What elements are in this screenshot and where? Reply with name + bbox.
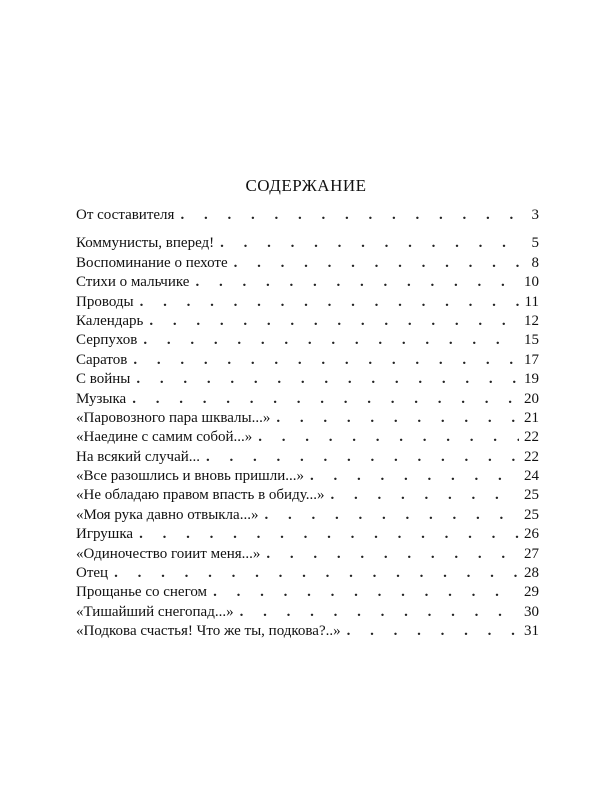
dot-leader [276, 409, 519, 428]
toc-entry [76, 545, 539, 564]
page-title: СОДЕРЖАНИЕ [245, 176, 367, 195]
toc-entry [76, 351, 539, 370]
toc-entry [76, 331, 539, 350]
toc-entry-page: 17 [524, 351, 539, 368]
dot-leader [310, 467, 519, 486]
toc-entry-title: С войны [76, 371, 131, 388]
dot-leader [133, 351, 519, 370]
toc-entry-title: «Одиночество гоиит меня...» [76, 545, 261, 562]
toc-entry-page: 15 [524, 332, 539, 349]
table-of-contents [76, 206, 539, 642]
dot-leader [136, 370, 519, 389]
dot-leader [240, 603, 519, 622]
dot-leader [264, 506, 519, 525]
dot-leader [180, 206, 519, 225]
toc-entry [76, 312, 539, 331]
dot-leader [195, 273, 519, 292]
toc-entry-page: 22 [524, 448, 539, 465]
dot-leader [234, 254, 519, 273]
toc-entry-page: 29 [524, 584, 539, 601]
toc-entry-title: «Подкова счастья! Что же ты, подкова?..» [76, 623, 341, 640]
toc-entry [76, 409, 539, 428]
dot-leader [114, 564, 519, 583]
toc-entry [76, 525, 539, 544]
toc-entry-page: 3 [531, 207, 539, 223]
toc-entry-title: «Моя рука давно отвыкла...» [76, 506, 259, 523]
toc-entry [76, 486, 539, 505]
toc-entry-title: Игрушка [76, 526, 134, 543]
dot-leader [143, 331, 519, 350]
dot-leader [139, 525, 519, 544]
toc-entry-page: 26 [524, 526, 539, 543]
dot-leader [330, 486, 519, 505]
toc-entry-title: Отец [76, 565, 109, 582]
dot-leader [132, 390, 519, 409]
toc-entry-page: 27 [524, 545, 539, 562]
toc-entry-page: 22 [524, 429, 539, 446]
toc-entry-page: 11 [524, 293, 539, 310]
toc-entry [76, 390, 539, 409]
toc-entry-title: На всякий случай... [76, 448, 201, 465]
toc-entry [76, 603, 539, 622]
toc-entry-title: Прощанье со снегом [76, 584, 208, 601]
toc-entry-title: Серпухов [76, 332, 138, 349]
dot-leader [220, 234, 519, 253]
toc-entry-page: 24 [524, 468, 539, 485]
toc-entry-page: 20 [524, 390, 539, 407]
toc-entry-page: 30 [524, 603, 539, 620]
toc-entry-page: 31 [524, 623, 539, 640]
toc-entry [76, 273, 539, 292]
dot-leader [213, 583, 519, 602]
toc-entry-page: 25 [524, 487, 539, 504]
toc-entry-title: Календарь [76, 312, 144, 329]
toc-entry-page: 25 [524, 506, 539, 523]
toc-entry [76, 234, 539, 253]
toc-entry-page: 19 [524, 371, 539, 388]
toc-entry [76, 293, 539, 312]
toc-entry-title: «Не обладаю правом впасть в обиду...» [76, 487, 325, 504]
toc-entry-title: Саратов [76, 351, 128, 368]
toc-entry [76, 448, 539, 467]
toc-entry-title: «Наедине с самим собой...» [76, 429, 253, 446]
dot-leader [206, 448, 519, 467]
toc-entry [76, 467, 539, 486]
toc-entry-page: 10 [524, 274, 539, 291]
toc-entry [76, 370, 539, 389]
toc-entry [76, 428, 539, 447]
toc-entry-title: «Все разошлись и вновь пришли...» [76, 468, 304, 485]
toc-entry-title: Коммунисты, вперед! [76, 235, 215, 252]
toc-entry [76, 506, 539, 525]
dot-leader [347, 622, 519, 641]
toc-entry [76, 622, 539, 641]
toc-entry-title: От составителя [76, 207, 175, 223]
toc-entry-title: Музыка [76, 390, 127, 407]
toc-entry-title: «Тишайший снегопад...» [76, 603, 234, 620]
toc-entry [76, 254, 539, 273]
toc-entry-title: Стихи о мальчике [76, 274, 190, 291]
toc-entry-page: 12 [524, 312, 539, 329]
toc-entry-title: «Паровозного пара шквалы...» [76, 409, 271, 426]
toc-entry-page: 8 [531, 254, 539, 271]
toc-entry-title: Проводы [76, 293, 134, 310]
dot-leader [149, 312, 519, 331]
toc-entry-page: 5 [531, 235, 539, 252]
dot-leader [140, 293, 519, 312]
dot-leader [258, 428, 519, 447]
toc-entry-page: 21 [524, 409, 539, 426]
toc-entry [76, 206, 539, 225]
dot-leader [266, 545, 519, 564]
toc-entry [76, 564, 539, 583]
toc-entry [76, 583, 539, 602]
toc-entry-title: Воспоминание о пехоте [76, 254, 228, 271]
toc-entry-page: 28 [524, 565, 539, 582]
